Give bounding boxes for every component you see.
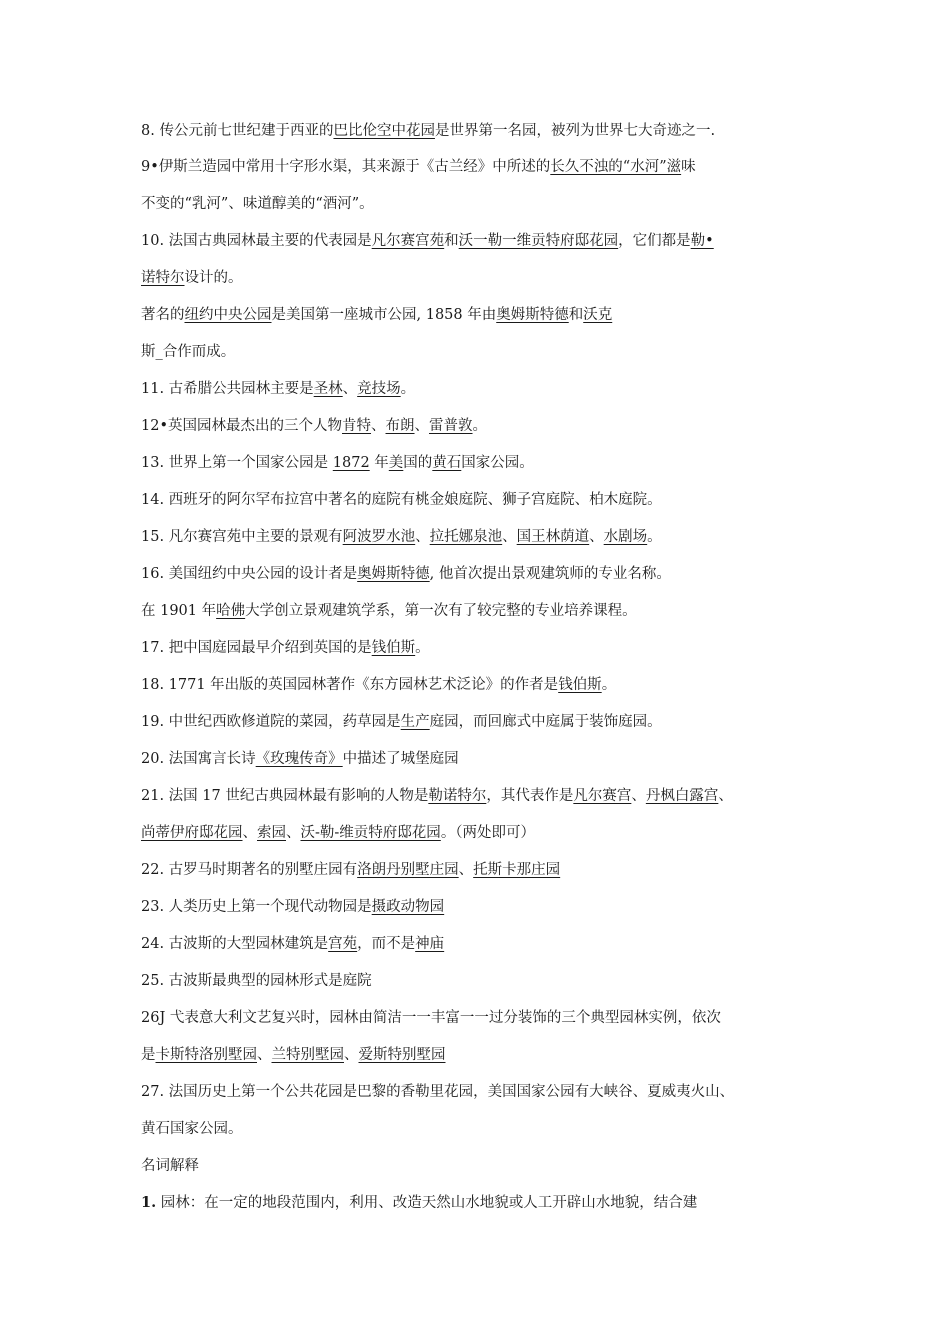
underlined-answer: 巴比伦空中花园 xyxy=(333,123,435,139)
underlined-answer: 肯特 xyxy=(342,418,372,434)
underlined-answer: 水剧场 xyxy=(603,529,648,545)
text-segment: 不变的“乳河”、味道醇美的“酒河”。 xyxy=(141,196,374,212)
underlined-answer: 国王林荫道 xyxy=(516,529,590,545)
underlined-answer: 托斯卡那庄园 xyxy=(473,862,561,878)
text-segment: 11. 古希腊公共园林主要是 xyxy=(141,381,314,397)
text-line xyxy=(141,231,841,251)
underlined-answer: 奥姆斯特德 xyxy=(496,307,569,323)
underlined-answer: 竞技场 xyxy=(357,381,401,397)
text-line xyxy=(141,1008,841,1028)
underlined-answer: 尚蒂伊府邸花园 xyxy=(141,825,243,841)
underlined-answer: 神庙 xyxy=(415,936,445,952)
text-line xyxy=(141,1082,841,1102)
text-segment: 、 xyxy=(502,529,517,545)
text-segment: 设计的。 xyxy=(184,270,243,286)
text-line xyxy=(141,860,841,880)
text-line xyxy=(141,453,841,473)
underlined-answer: 勒诺特尔 xyxy=(428,788,487,804)
text-line xyxy=(141,342,841,362)
underlined-answer: 沃克 xyxy=(583,307,613,323)
text-segment: 20. 法国寓言长诗 xyxy=(141,751,256,767)
text-segment: 10. 法国古典园林最主要的代表园是 xyxy=(141,233,372,249)
text-segment: 、 xyxy=(342,381,358,397)
text-segment: 中描述了城堡庭园 xyxy=(342,751,459,767)
text-segment: 是 xyxy=(141,1047,156,1063)
text-segment: 庭园，而回廊式中庭属于装饰庭园。 xyxy=(429,714,662,730)
text-line xyxy=(141,564,841,584)
text-segment: 是美国第一座城市公园, 1858 年由 xyxy=(271,307,497,323)
text-segment: ，其代表作是 xyxy=(486,788,574,804)
text-segment: 斯_合作而成。 xyxy=(141,344,236,360)
underlined-answer: 沃一勒一维贡特府邸花园 xyxy=(458,233,619,249)
text-line xyxy=(141,527,841,547)
underlined-answer: 凡尔赛宫苑 xyxy=(371,233,445,249)
text-segment: 黄石国家公园。 xyxy=(141,1121,243,1137)
text-segment: 和 xyxy=(568,307,584,323)
underlined-answer: 诺特尔 xyxy=(141,270,185,286)
underlined-answer: 钱伯斯 xyxy=(558,677,602,693)
text-segment: 9•伊斯兰造园中常用十字形水渠，其来源于《古兰经》中所述的 xyxy=(141,159,551,175)
text-line xyxy=(141,638,841,658)
text-segment: 、 xyxy=(286,825,301,841)
text-segment: 19. 中世纪西欧修道院的菜园，药草园是 xyxy=(141,714,401,730)
text-line xyxy=(141,675,841,695)
text-line xyxy=(141,897,841,917)
text-segment: ，而不是 xyxy=(357,936,416,952)
text-segment: 年 xyxy=(369,455,389,471)
text-segment: 17. 把中国庭园最早介绍到英国的是 xyxy=(141,640,372,656)
text-segment: 18. 1771 年出版的英国园林著作《东方园林艺术泛论》的作者是 xyxy=(141,677,559,693)
text-line xyxy=(141,1193,841,1213)
underlined-answer: 兰特别墅园 xyxy=(271,1047,344,1063)
text-line xyxy=(141,1045,841,1065)
underlined-answer: 凡尔赛宫 xyxy=(573,788,632,804)
text-line xyxy=(141,121,841,141)
underlined-answer: 纽约中央公园 xyxy=(184,307,272,323)
text-segment: 。 xyxy=(400,381,416,397)
text-segment: 、 xyxy=(242,825,257,841)
text-segment: 12•英国园林最杰出的三个人物 xyxy=(141,418,343,434)
text-segment: 。 xyxy=(415,640,430,656)
text-segment: 园林：在一定的地段范围内，利用、改造天然山水地貌或人工开辟山水地貌，结合建 xyxy=(156,1195,698,1211)
text-segment: 、 xyxy=(415,529,430,545)
text-segment: 、 xyxy=(631,788,646,804)
underlined-answer: 长久不浊的“水河”滋 xyxy=(550,159,682,175)
text-segment: 、 xyxy=(414,418,430,434)
underlined-answer: 索园 xyxy=(257,825,286,841)
underlined-answer: 沃-勒-维贡特府邸花园 xyxy=(300,825,441,841)
text-segment: 22. 古罗马时期著名的别墅庄园有 xyxy=(141,862,358,878)
text-segment: ，它们都是 xyxy=(618,233,691,249)
text-line xyxy=(141,971,841,991)
underlined-answer: 钱伯斯 xyxy=(371,640,416,656)
text-segment: 21. 法国 17 世纪古典园林最有影响的人物是 xyxy=(141,788,429,804)
text-line xyxy=(141,786,841,806)
text-segment: 23. 人类历史上第一个现代动物园是 xyxy=(141,899,372,915)
text-line xyxy=(141,379,841,399)
underlined-answer: 奥姆斯特德 xyxy=(357,566,430,582)
underlined-answer: 丹枫白露宫 xyxy=(645,788,719,804)
underlined-answer: 美 xyxy=(388,455,404,471)
text-line xyxy=(141,934,841,954)
text-segment: 、 xyxy=(257,1047,272,1063)
text-segment: 、 xyxy=(344,1047,359,1063)
text-segment: 27. 法国历史上第一个公共花园是巴黎的香勒里花园，美国国家公园有大峡谷、夏威夷火山、 xyxy=(141,1084,735,1100)
text-segment: 25. 古波斯最典型的园林形式是庭院 xyxy=(141,973,372,989)
underlined-answer: 勒• xyxy=(690,233,714,249)
text-segment: 14. 西班牙的阿尔罕布拉宫中著名的庭院有桃金娘庭院、狮子宫庭院、柏木庭院。 xyxy=(141,492,662,508)
text-segment: 著名的 xyxy=(141,307,185,323)
text-segment: 15. 凡尔赛宫苑中主要的景观有 xyxy=(141,529,343,545)
underlined-answer: 布朗 xyxy=(385,418,415,434)
text-line xyxy=(141,749,841,769)
text-segment: 26J 弋表意大利文艺复兴时，园林由简洁一一丰富一一过分装饰的三个典型园林实例，依次 xyxy=(141,1010,721,1026)
text-segment: 1. xyxy=(141,1194,157,1211)
underlined-answer: 雷普敦 xyxy=(429,418,473,434)
text-segment: 、 xyxy=(718,788,733,804)
text-segment: 13. 世界上第一个国家公园是 xyxy=(141,455,333,471)
text-segment: , 他首次提出景观建筑师的专业名称。 xyxy=(429,566,671,582)
text-line xyxy=(141,490,841,510)
underlined-answer: 卡斯特洛别墅园 xyxy=(155,1047,257,1063)
text-segment: 国家公园。 xyxy=(461,455,534,471)
text-segment: 味 xyxy=(681,159,696,175)
underlined-answer: 1872 xyxy=(332,455,370,471)
underlined-answer: 阿波罗水池 xyxy=(342,529,416,545)
text-segment: 大学创立景观建筑学系，第一次有了较完整的专业培养课程。 xyxy=(245,603,637,619)
text-line xyxy=(141,712,841,732)
text-segment: 8. 传公元前七世纪建于西亚的 xyxy=(141,123,334,139)
text-line xyxy=(141,305,841,325)
text-segment: 、 xyxy=(458,862,474,878)
underlined-answer: 哈佛 xyxy=(216,603,246,619)
underlined-answer: 拉托娜泉池 xyxy=(429,529,503,545)
underlined-answer: 洛朗丹别墅庄园 xyxy=(357,862,459,878)
text-segment: 24. 古波斯的大型园林建筑是 xyxy=(141,936,329,952)
underlined-answer: 圣林 xyxy=(313,381,343,397)
underlined-answer: 生产 xyxy=(400,714,430,730)
text-line xyxy=(141,268,841,288)
text-line xyxy=(141,416,841,436)
text-line xyxy=(141,823,841,843)
text-segment: 。 xyxy=(601,677,617,693)
text-segment: 名词解释 xyxy=(141,1158,199,1174)
text-line xyxy=(141,157,841,177)
underlined-answer: 摄政动物园 xyxy=(371,899,445,915)
underlined-answer: 黄石 xyxy=(432,455,462,471)
text-segment: 、 xyxy=(589,529,604,545)
underlined-answer: 《玫瑰传奇》 xyxy=(255,751,343,767)
text-segment: 国的 xyxy=(403,455,433,471)
text-line xyxy=(141,601,841,621)
text-segment: 。 xyxy=(472,418,488,434)
text-line xyxy=(141,194,841,214)
underlined-answer: 宫苑 xyxy=(328,936,358,952)
text-line xyxy=(141,1119,841,1139)
text-segment: 在 1901 年 xyxy=(141,603,217,619)
text-segment: 是世界第一名园，被列为世界七大奇迹之一. xyxy=(434,123,716,139)
text-segment: 和 xyxy=(444,233,459,249)
text-segment: 。 xyxy=(647,529,662,545)
text-segment: 、 xyxy=(371,418,386,434)
text-line xyxy=(141,1156,841,1176)
text-segment: 。（两处即可） xyxy=(440,825,536,841)
underlined-answer: 爱斯特别墅园 xyxy=(358,1047,446,1063)
text-segment: 16. 美国纽约中央公园的设计者是 xyxy=(141,566,358,582)
